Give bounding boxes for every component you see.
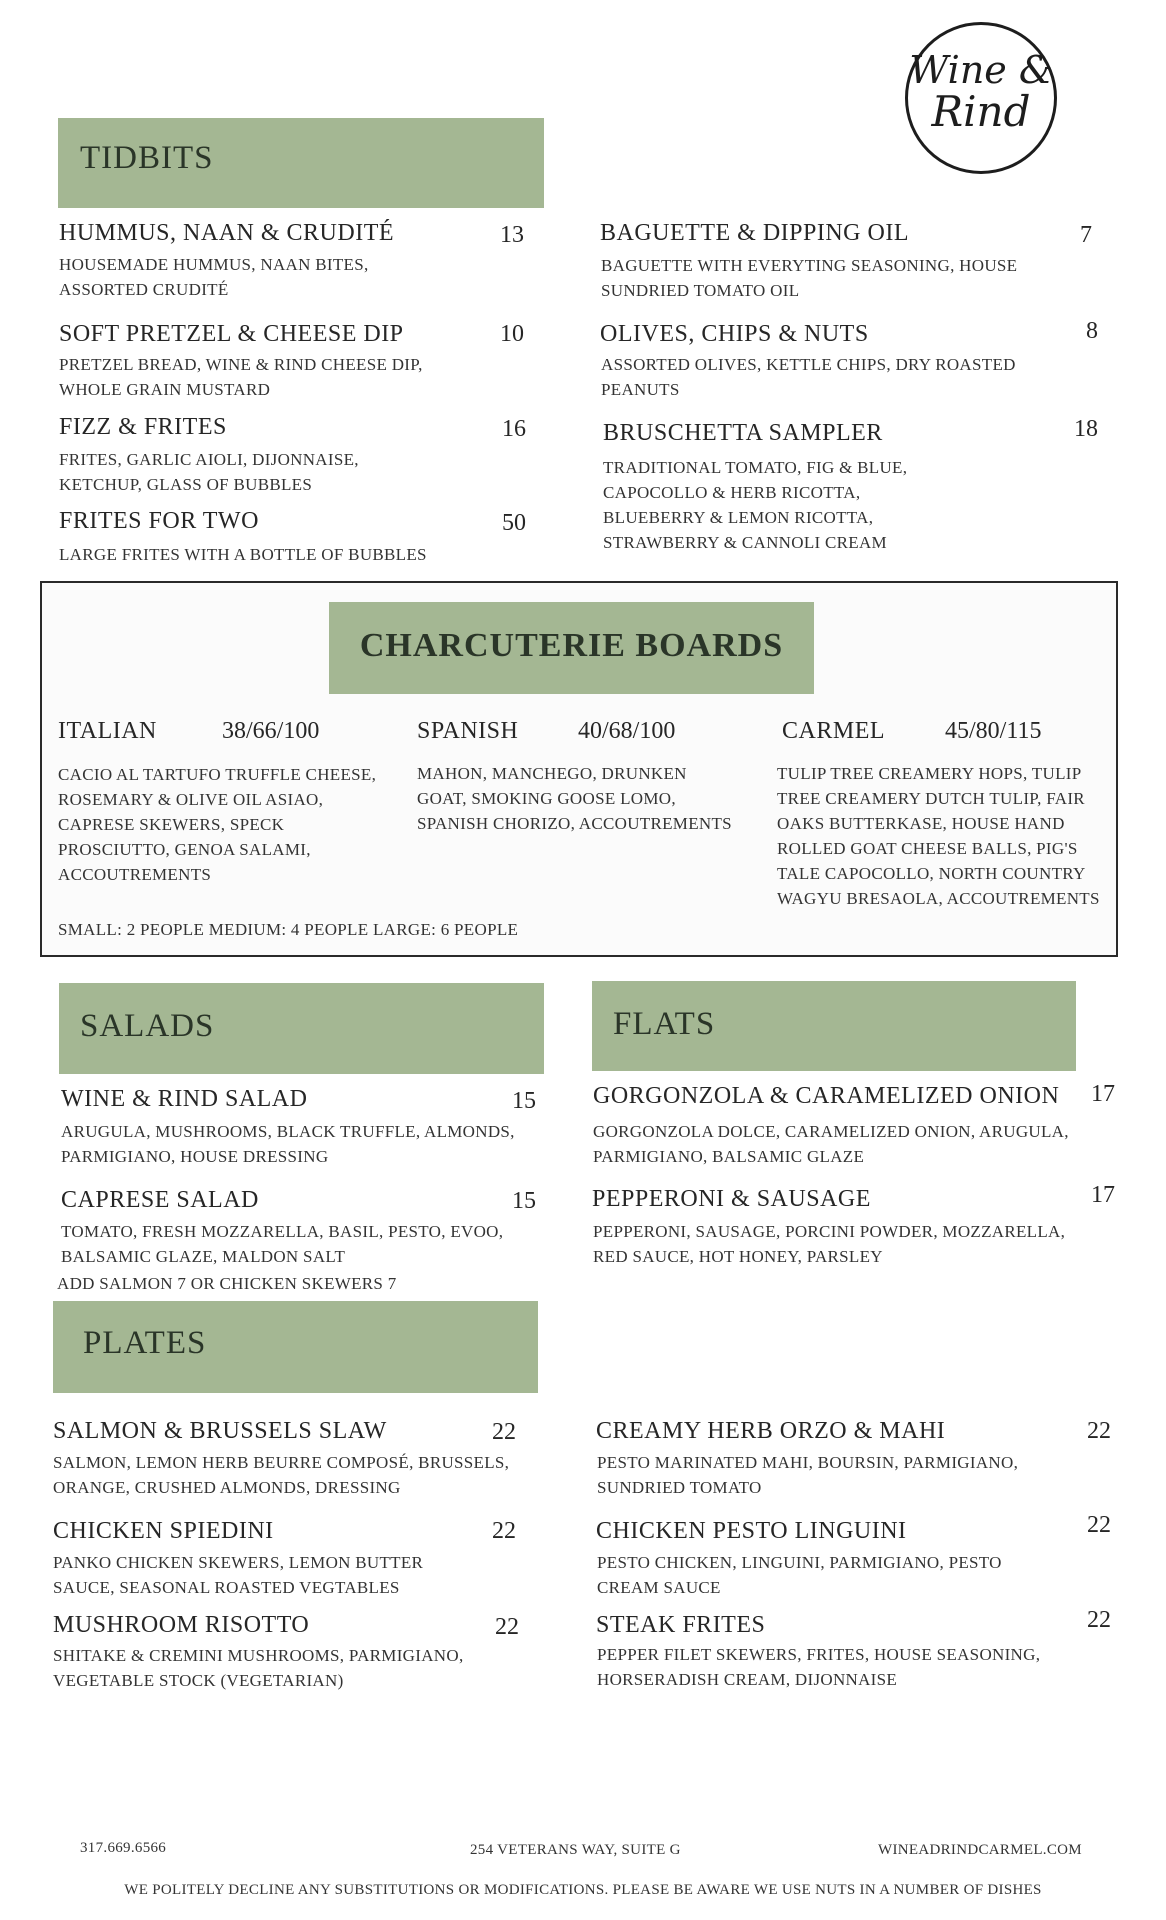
menu-item-desc: TOMATO, FRESH MOZZARELLA, BASIL, PESTO, EVOO, BALSAMIC GLAZE, MALDON SALT — [61, 1222, 504, 1266]
menu-item-desc: ARUGULA, MUSHROOMS, BLACK TRUFFLE, ALMONDS, PARMIGIANO, HOUSE DRESSING — [61, 1122, 515, 1166]
menu-item-price: 22 — [1087, 1418, 1111, 1444]
menu-item-name: STEAK FRITES — [596, 1612, 766, 1638]
menu-item-name: SALMON & BRUSSELS SLAW — [53, 1418, 387, 1444]
menu-item-desc: PESTO CHICKEN, LINGUINI, PARMIGIANO, PESTO CREAM SAUCE — [597, 1553, 1002, 1597]
menu-item-name: CREAMY HERB ORZO & MAHI — [596, 1418, 946, 1444]
menu-item-price: 50 — [502, 510, 526, 536]
tidbits-title: TIDBITS — [80, 140, 214, 176]
menu-item-desc: PANKO CHICKEN SKEWERS, LEMON BUTTER SAUCE, SEASONAL ROASTED VEGTABLES — [53, 1553, 424, 1597]
menu-item-name: SOFT PRETZEL & CHEESE DIP — [59, 321, 404, 347]
charcuterie-title: CHARCUTERIE BOARDS — [359, 627, 784, 664]
menu-item-price: 10 — [500, 321, 524, 347]
salads-title: SALADS — [80, 1008, 215, 1044]
board-price: 45/80/115 — [945, 718, 1042, 744]
menu-item-desc: PESTO MARINATED MAHI, BOURSIN, PARMIGIANO, SUNDRIED TOMATO — [597, 1453, 1019, 1497]
footer-disclaimer: WE POLITELY DECLINE ANY SUBSTITUTIONS OR MODIFICATIONS. PLEASE BE AWARE WE USE NUTS IN A NUMBER OF DISHES — [124, 1882, 1042, 1898]
menu-item-desc: ASSORTED OLIVES, KETTLE CHIPS, DRY ROASTED PEANUTS — [601, 355, 1016, 399]
menu-item-desc: SALMON, LEMON HERB BEURRE COMPOSÉ, BRUSSELS, ORANGE, CRUSHED ALMONDS, DRESSING — [53, 1453, 510, 1497]
board-price: 38/66/100 — [222, 718, 320, 744]
menu-item-price: 8 — [1086, 318, 1098, 344]
footer-address: 254 VETERANS WAY, SUITE G — [470, 1842, 681, 1858]
menu-item-name: CHICKEN SPIEDINI — [53, 1518, 274, 1544]
menu-item-desc: LARGE FRITES WITH A BOTTLE OF BUBBLES — [59, 545, 427, 564]
menu-item-price: 16 — [502, 416, 526, 442]
menu-item-desc: PRETZEL BREAD, WINE & RIND CHEESE DIP, WHOLE GRAIN MUSTARD — [59, 355, 423, 399]
board-desc: MAHON, MANCHEGO, DRUNKEN GOAT, SMOKING GOOSE LOMO, SPANISH CHORIZO, ACCOUTREMENTS — [417, 764, 732, 833]
menu-item-price: 15 — [512, 1088, 536, 1114]
menu-item-name: CHICKEN PESTO LINGUINI — [596, 1518, 907, 1544]
menu-item-price: 22 — [492, 1419, 516, 1445]
logo-line-1: Wine & — [909, 48, 1053, 92]
plates-title: PLATES — [83, 1325, 207, 1361]
menu-item-name: WINE & RIND SALAD — [61, 1086, 308, 1112]
salad-addon-note: ADD SALMON 7 OR CHICKEN SKEWERS 7 — [57, 1274, 397, 1293]
board-desc: CACIO AL TARTUFO TRUFFLE CHEESE, ROSEMARY & OLIVE OIL ASIAO, CAPRESE SKEWERS, SPECK PROSCIUTTO, GENOA SALAMI, ACCOUTREMENTS — [58, 765, 377, 884]
menu-item-name: CAPRESE SALAD — [61, 1187, 259, 1213]
menu-item-price: 7 — [1080, 222, 1092, 248]
menu-item-price: 17 — [1091, 1182, 1115, 1208]
menu-item-name: PEPPERONI & SAUSAGE — [592, 1186, 871, 1212]
board-name: CARMEL — [782, 718, 886, 744]
board-name: ITALIAN — [58, 718, 157, 744]
menu-item-price: 22 — [1087, 1512, 1111, 1538]
menu-item-price: 22 — [492, 1518, 516, 1544]
board-price: 40/68/100 — [578, 718, 676, 744]
menu-item-price: 13 — [500, 222, 524, 248]
menu-item-price: 15 — [512, 1188, 536, 1214]
menu-item-desc: HOUSEMADE HUMMUS, NAAN BITES, ASSORTED CRUDITÉ — [59, 255, 369, 299]
menu-item-name: GORGONZOLA & CARAMELIZED ONION — [593, 1083, 1060, 1109]
menu-item-desc: PEPPER FILET SKEWERS, FRITES, HOUSE SEASONING, HORSERADISH CREAM, DIJONNAISE — [597, 1645, 1041, 1689]
menu-item-price: 22 — [1087, 1607, 1111, 1633]
menu-item-name: MUSHROOM RISOTTO — [53, 1612, 310, 1638]
menu-item-desc: TRADITIONAL TOMATO, FIG & BLUE, CAPOCOLLO & HERB RICOTTA, BLUEBERRY & LEMON RICOTTA, STRAWBERRY & CANNOLI CREAM — [603, 458, 908, 552]
wine-and-rind-logo — [905, 22, 1057, 174]
menu-item-name: HUMMUS, NAAN & CRUDITÉ — [59, 220, 395, 246]
menu-item-name: FRITES FOR TWO — [59, 508, 259, 534]
logo-line-2: Rind — [931, 87, 1031, 136]
menu-item-name: BAGUETTE & DIPPING OIL — [600, 220, 909, 246]
menu-item-desc: BAGUETTE WITH EVERYTING SEASONING, HOUSE SUNDRIED TOMATO OIL — [601, 256, 1018, 300]
menu-item-desc: SHITAKE & CREMINI MUSHROOMS, PARMIGIANO, VEGETABLE STOCK (VEGETARIAN) — [53, 1646, 464, 1690]
board-desc: TULIP TREE CREAMERY HOPS, TULIP TREE CREAMERY DUTCH TULIP, FAIR OAKS BUTTERKASE, HOUSE HAND ROLLED GOAT CHEESE BALLS, PIG'S TALE CAPOCOLLO, NORTH COUNTRY WAGYU BRESAOLA, ACCOUTREMENTS — [777, 764, 1100, 908]
menu-item-price: 18 — [1074, 416, 1098, 442]
menu-item-name: FIZZ & FRITES — [59, 414, 227, 440]
board-size-note: SMALL: 2 PEOPLE MEDIUM: 4 PEOPLE LARGE: 6 PEOPLE — [58, 920, 519, 939]
menu-item-desc: FRITES, GARLIC AIOLI, DIJONNAISE, KETCHUP, GLASS OF BUBBLES — [59, 450, 359, 494]
menu-item-price: 17 — [1091, 1081, 1115, 1107]
footer-phone: 317.669.6566 — [80, 1840, 167, 1856]
menu-item-desc: GORGONZOLA DOLCE, CARAMELIZED ONION, ARUGULA, PARMIGIANO, BALSAMIC GLAZE — [593, 1122, 1069, 1166]
footer-website: WINEADRINDCARMEL.COM — [878, 1842, 1082, 1858]
board-name: SPANISH — [417, 718, 519, 744]
menu-item-name: OLIVES, CHIPS & NUTS — [600, 321, 869, 347]
flats-title: FLATS — [613, 1006, 716, 1042]
menu-item-name: BRUSCHETTA SAMPLER — [603, 420, 883, 446]
menu-item-desc: PEPPERONI, SAUSAGE, PORCINI POWDER, MOZZARELLA, RED SAUCE, HOT HONEY, PARSLEY — [593, 1222, 1066, 1266]
menu-item-price: 22 — [495, 1614, 519, 1640]
